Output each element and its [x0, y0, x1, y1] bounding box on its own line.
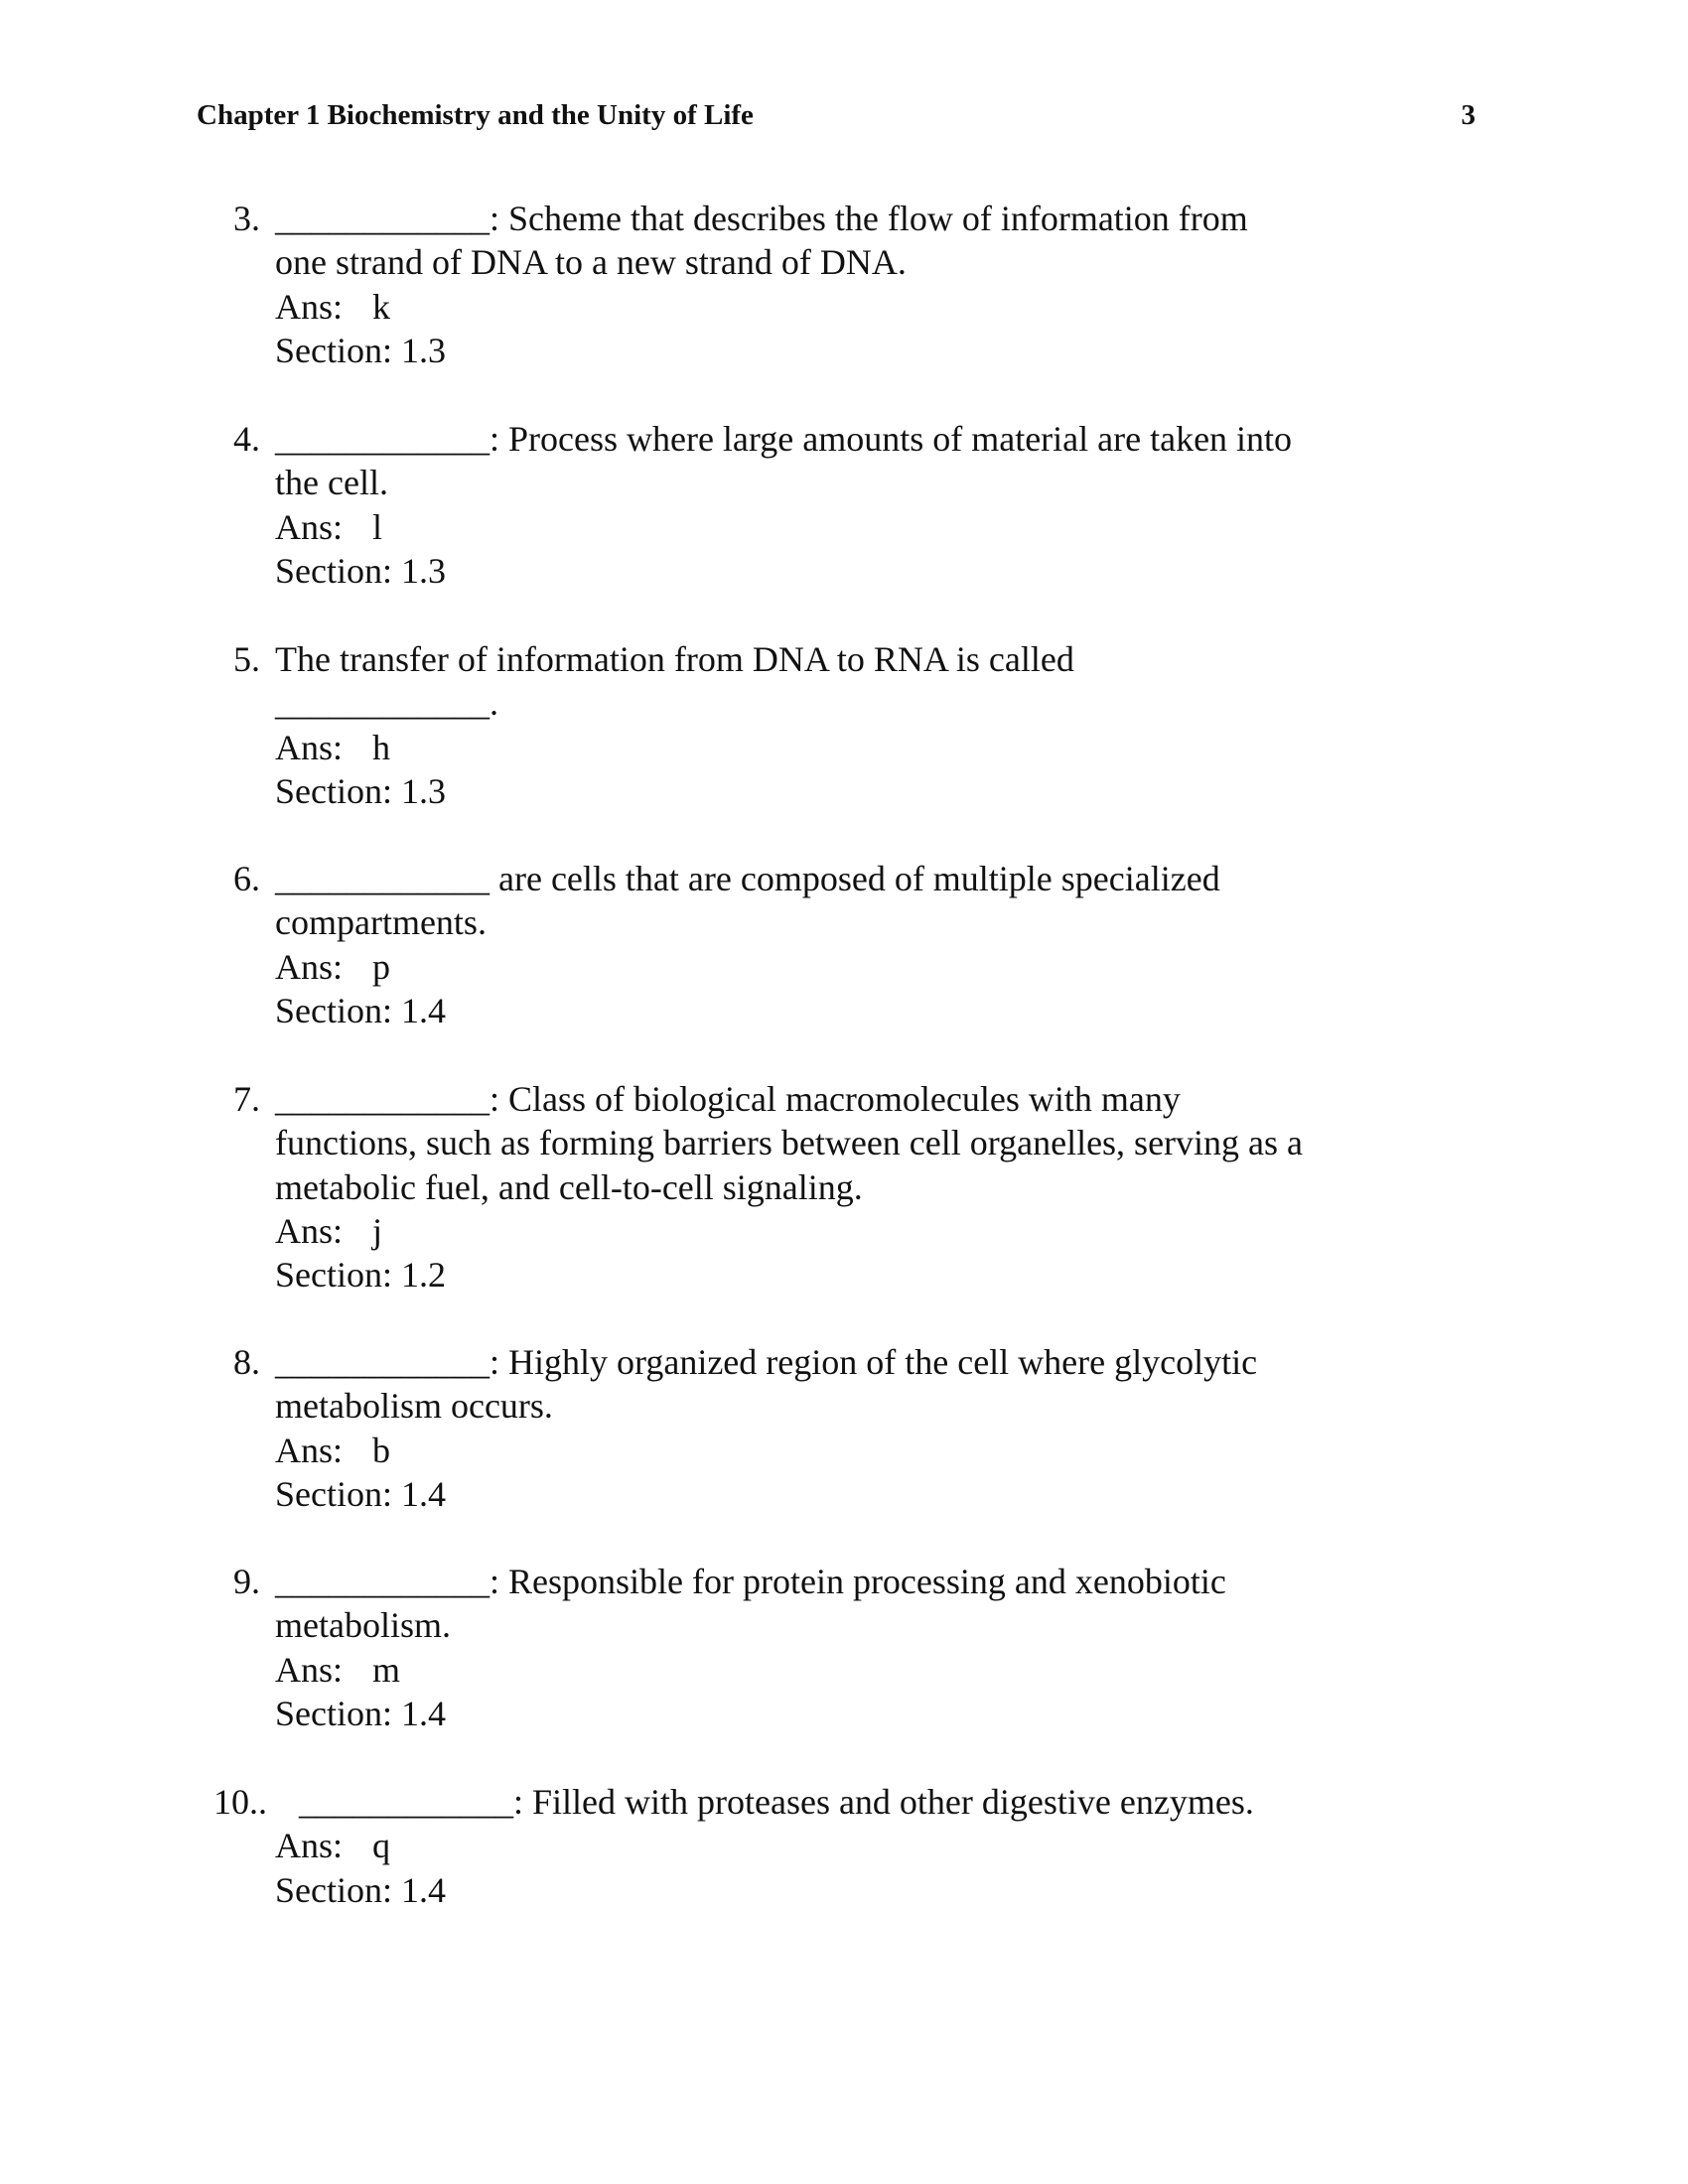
answer-line: [275, 945, 1688, 989]
page-number: 3: [1461, 99, 1476, 131]
question-text-line: ____________: Filled with proteases and other digestive enzymes.: [299, 1782, 1254, 1822]
section-reference: Section: 1.4: [275, 990, 446, 1030]
question-text-line: ____________: Responsible for protein processing and xenobiotic: [275, 1562, 1226, 1601]
question-text-line: the cell.: [275, 463, 388, 503]
question-item: [0, 857, 1688, 1032]
section-reference: Section: 1.3: [275, 550, 446, 591]
question-number: 3.: [233, 199, 260, 238]
answer-line: [275, 1209, 1688, 1253]
answer-value: p: [372, 946, 391, 987]
question-text-line: metabolism occurs.: [275, 1386, 553, 1427]
question-text-line: ____________: Highly organized region of the cell where glycolytic: [275, 1342, 1258, 1382]
question-text-line: one strand of DNA to a new strand of DNA.: [275, 242, 907, 283]
question-text-line: compartments.: [275, 902, 487, 943]
question-number: 9.: [233, 1562, 260, 1601]
question-text-line: functions, such as forming barriers between cell organelles, serving as a: [275, 1123, 1303, 1163]
answer-value: j: [372, 1210, 383, 1251]
answer-value: k: [372, 286, 391, 327]
question-item: [0, 637, 1688, 813]
question-text-line: metabolism.: [275, 1605, 451, 1646]
question-item: [0, 1780, 1688, 1912]
question-text-line: ____________.: [275, 683, 498, 724]
question-item: [0, 1560, 1688, 1735]
question-number: 8.: [233, 1342, 260, 1382]
question-text-line: ____________ are cells that are composed of multiple specialized: [275, 859, 1220, 898]
section-reference: Section: 1.4: [275, 1473, 446, 1514]
question-item: [0, 197, 1688, 372]
answer-label: Ans:: [275, 1826, 344, 1866]
answer-value: q: [372, 1826, 391, 1866]
question-number: 5.: [233, 639, 260, 679]
answer-label: Ans:: [275, 1210, 344, 1251]
answer-line: [275, 1429, 1688, 1472]
answer-label: Ans:: [275, 506, 344, 547]
answer-value: m: [372, 1649, 401, 1690]
question-text-line: The transfer of information from DNA to RNA is called: [275, 639, 1074, 679]
question-text-line: ____________: Process where large amounts of material are taken into: [275, 419, 1293, 459]
question-text-line: ____________: Scheme that describes the flow of information from: [275, 199, 1248, 238]
question-number: 10..: [213, 1782, 267, 1822]
answer-line: [275, 505, 1688, 549]
running-header-title: Chapter 1 Biochemistry and the Unity of Life: [197, 99, 754, 131]
question-number: 7.: [233, 1079, 260, 1119]
answer-line: [275, 726, 1688, 769]
section-reference: Section: 1.4: [275, 1693, 446, 1733]
question-text-line: ____________: Class of biological macromolecules with many: [275, 1079, 1181, 1119]
answer-line: [275, 285, 1688, 329]
question-number: 4.: [233, 419, 260, 459]
section-reference: Section: 1.3: [275, 770, 446, 811]
answer-label: Ans:: [275, 1649, 344, 1690]
answer-label: Ans:: [275, 1430, 344, 1470]
question-text-line: metabolic fuel, and cell-to-cell signaling.: [275, 1166, 863, 1207]
answer-value: l: [372, 506, 383, 547]
section-reference: Section: 1.4: [275, 1869, 446, 1910]
question-item: [0, 1340, 1688, 1516]
section-reference: Section: 1.2: [275, 1255, 446, 1296]
answer-line: [275, 1648, 1688, 1692]
question-number: 6.: [233, 859, 260, 898]
answer-value: h: [372, 727, 391, 767]
answer-label: Ans:: [275, 727, 344, 767]
question-item: [0, 1077, 1688, 1297]
answer-value: b: [372, 1430, 391, 1470]
question-item: [0, 417, 1688, 593]
answer-label: Ans:: [275, 946, 344, 987]
answer-line: [275, 1824, 1688, 1867]
section-reference: Section: 1.3: [275, 330, 446, 370]
answer-label: Ans:: [275, 286, 344, 327]
